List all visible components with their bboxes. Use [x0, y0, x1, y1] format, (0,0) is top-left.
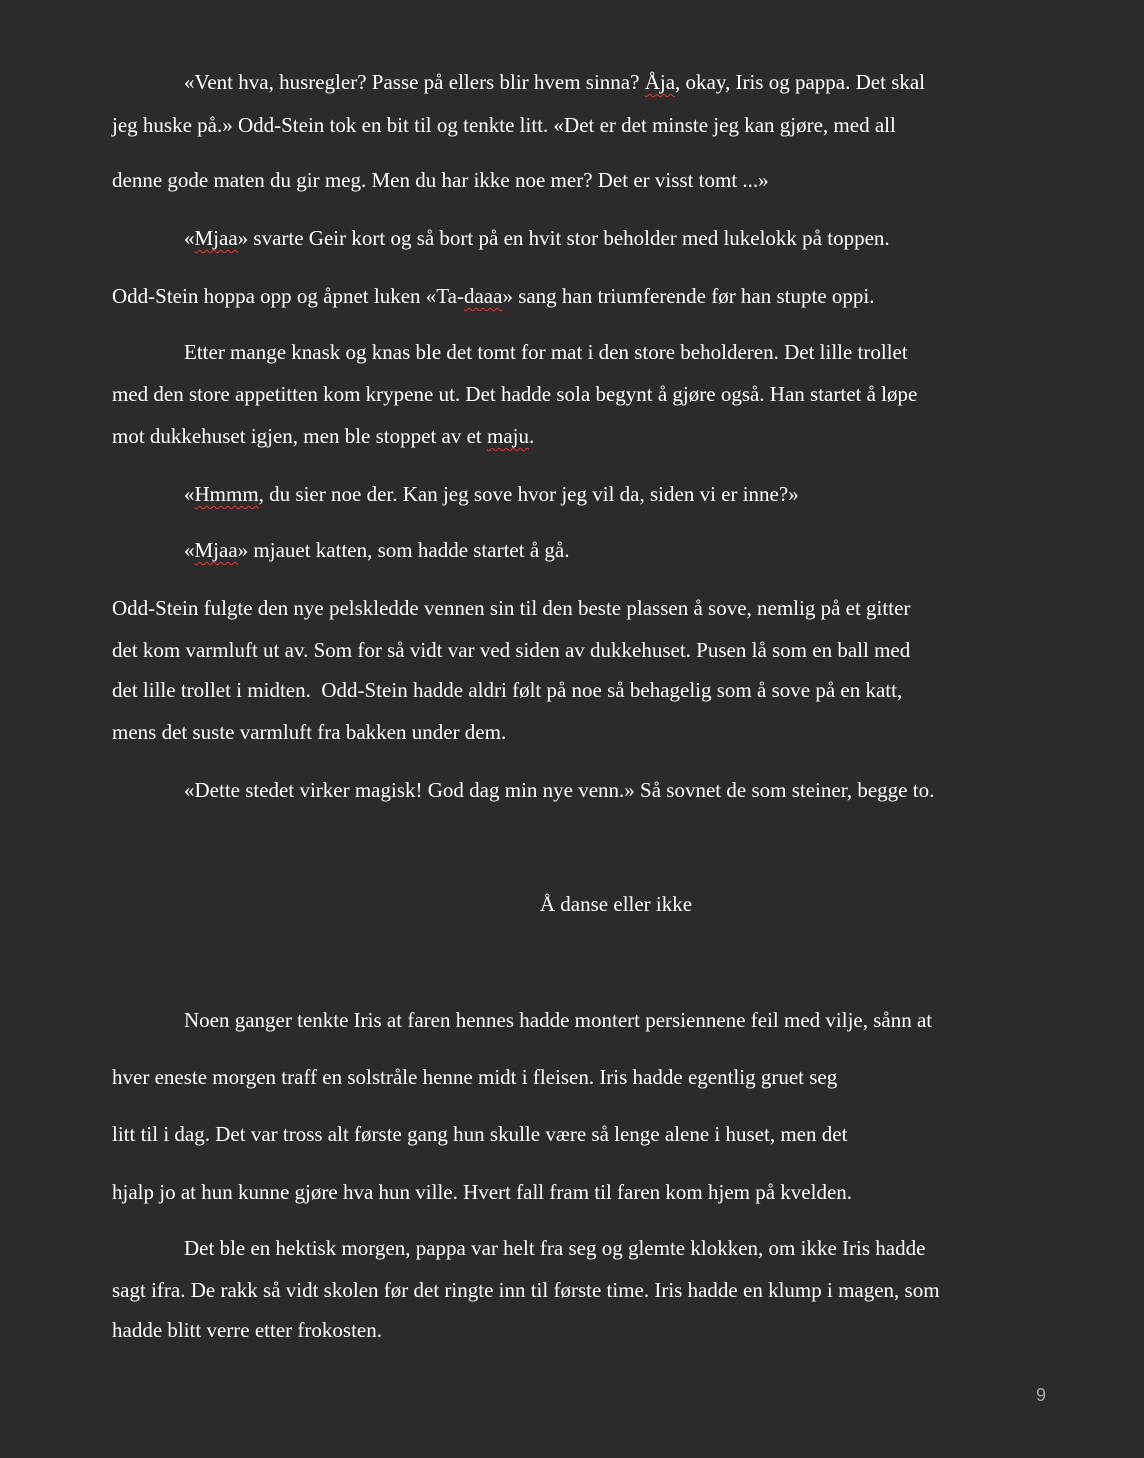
text-run: « — [184, 226, 195, 250]
text-line — [112, 380, 917, 408]
text-line — [184, 480, 799, 508]
text-line — [112, 1063, 837, 1091]
text-run: det kom varmluft ut av. Som for så vidt var ved siden av dukkehuset. Pusen lå som en ball med — [112, 638, 911, 662]
text-run: Noen ganger tenkte Iris at faren hennes hadde montert persiennene feil med vilje, sånn at — [184, 1008, 933, 1032]
spellcheck-flagged-word: daaa — [463, 284, 503, 308]
text-line — [184, 1006, 932, 1034]
text-run: Etter mange knask og knas ble det tomt for mat i den store beholderen. Det lille trollet — [184, 340, 908, 364]
text-line — [184, 68, 925, 96]
text-line — [112, 111, 896, 139]
page-number: 9 — [1036, 1385, 1047, 1405]
text-line — [112, 718, 506, 746]
text-run: med den store appetitten kom krypene ut. Det hadde sola begynt å gjøre også. Han startet å løpe — [112, 382, 918, 406]
chapter-heading: Å danse eller ikke — [539, 892, 693, 916]
text-run: , du sier noe der. Kan jeg sove hvor jeg vil da, siden vi er inne?» — [258, 482, 799, 506]
text-run: jeg huske på.» Odd-Stein tok en bit til og tenkte litt. «Det er det minste jeg kan gjøre, med all — [112, 113, 896, 137]
text-line — [112, 1178, 852, 1206]
text-run: mot dukkehuset igjen, men ble stoppet av et — [112, 424, 488, 448]
text-run: « — [184, 538, 195, 562]
text-run: sagt ifra. De rakk så vidt skolen før det ringte inn til første time. Iris hadde en klump i magen, som — [112, 1278, 940, 1302]
text-run: «Dette stedet virker magisk! God dag min nye venn.» Så sovnet de som steiner, begge to. — [184, 778, 935, 802]
spellcheck-flagged-word: Mjaa — [194, 226, 238, 250]
text-line — [112, 636, 910, 664]
text-run: « — [184, 482, 195, 506]
text-line — [112, 166, 769, 194]
spellcheck-flagged-word: Mjaa — [194, 538, 238, 562]
text-run: » mjauet katten, som hadde startet å gå. — [237, 538, 570, 562]
text-run: hadde blitt verre etter frokosten. — [112, 1318, 382, 1342]
text-line — [112, 282, 875, 310]
text-line — [112, 422, 534, 450]
text-run: , okay, Iris og pappa. Det skal — [675, 70, 926, 94]
text-run: . — [529, 424, 535, 448]
text-line — [112, 1276, 940, 1304]
spellcheck-flagged-word: maju — [487, 424, 530, 448]
text-line — [184, 536, 569, 564]
text-run: denne gode maten du gir meg. Men du har ikke noe mer? Det er visst tomt ...» — [112, 168, 769, 192]
text-line — [112, 676, 902, 704]
text-line — [184, 776, 934, 804]
text-line — [112, 594, 910, 622]
spellcheck-flagged-word: Åja — [644, 70, 676, 94]
text-run: Odd-Stein fulgte den nye pelskledde vennen sin til den beste plassen å sove, nemlig på et gitter — [112, 596, 911, 620]
text-line — [184, 338, 908, 366]
text-line — [184, 1234, 925, 1262]
text-line — [112, 1316, 382, 1344]
text-run: mens det suste varmluft fra bakken under dem. — [112, 720, 507, 744]
text-run: hver eneste morgen traff en solstråle henne midt i fleisen. Iris hadde egentlig gruet seg — [112, 1065, 838, 1089]
text-run: » svarte Geir kort og så bort på en hvit stor beholder med lukelokk på toppen. — [237, 226, 890, 250]
text-line — [184, 224, 890, 252]
text-run: Det ble en hektisk morgen, pappa var helt fra seg og glemte klokken, om ikke Iris hadde — [184, 1236, 926, 1260]
text-run: litt til i dag. Det var tross alt første gang hun skulle være så lenge alene i huset, men det — [112, 1122, 848, 1146]
text-run: hjalp jo at hun kunne gjøre hva hun ville. Hvert fall fram til faren kom hjem på kvelden. — [112, 1180, 853, 1204]
spellcheck-flagged-word: Hmmm — [194, 482, 259, 506]
text-run: «Vent hva, husregler? Passe på ellers blir hvem sinna? — [184, 70, 645, 94]
text-line — [112, 1120, 847, 1148]
text-run: » sang han triumferende før han stupte oppi. — [502, 284, 875, 308]
text-run: Odd-Stein hoppa opp og åpnet luken «Ta- — [112, 284, 464, 308]
text-run: det lille trollet i midten. Odd-Stein hadde aldri følt på noe så behagelig som å sove på en katt, — [112, 678, 903, 702]
